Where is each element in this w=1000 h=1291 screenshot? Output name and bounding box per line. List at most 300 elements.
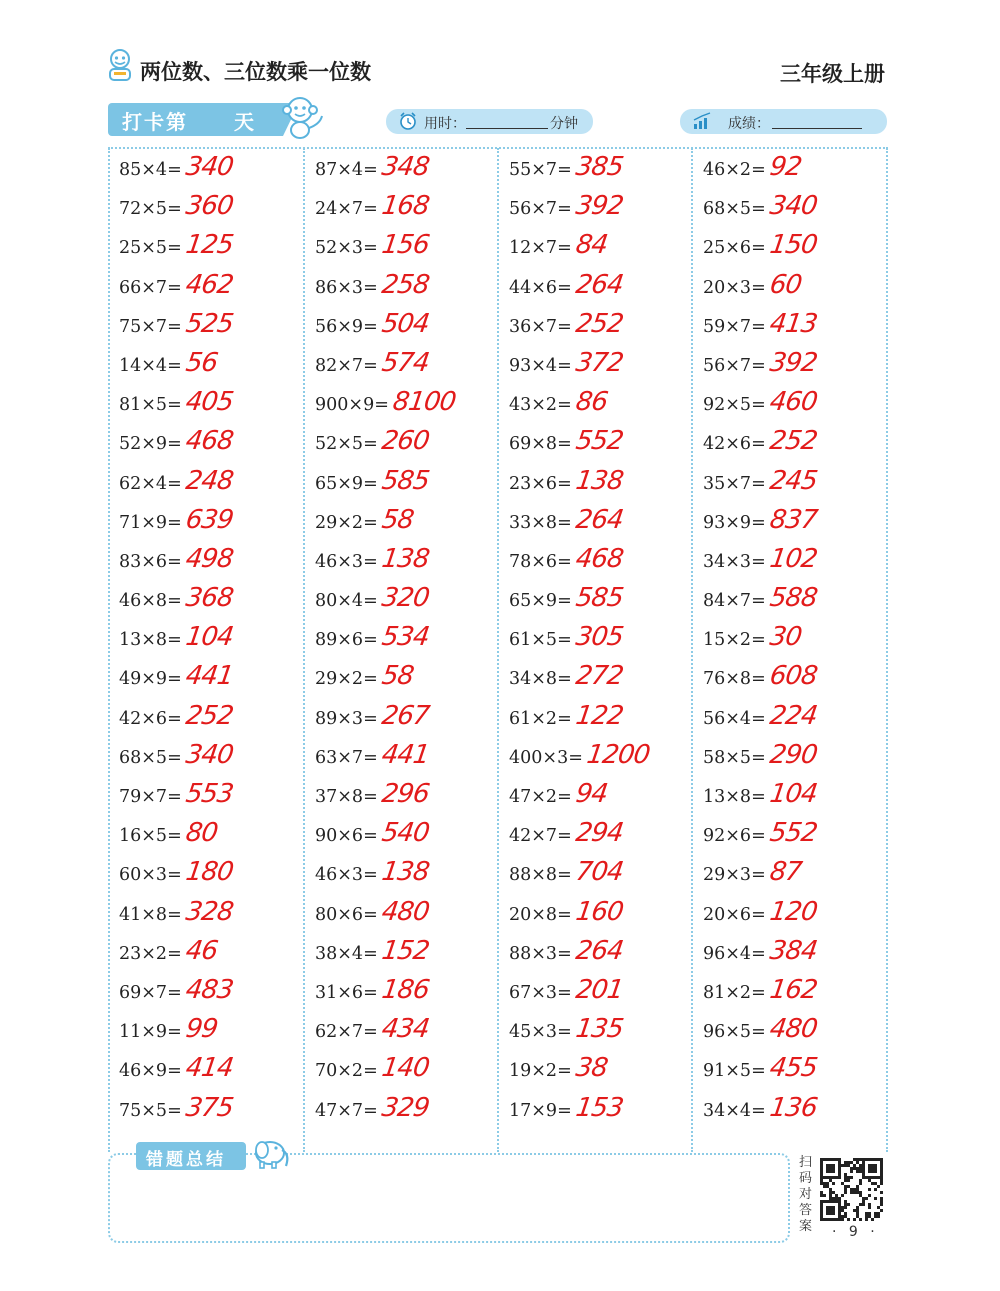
problem-question: 69×8= <box>509 434 572 455</box>
handwritten-answer: 80 <box>183 818 220 849</box>
problem-question: 61×5= <box>509 630 572 651</box>
handwritten-answer: 552 <box>767 818 819 849</box>
problem-row <box>119 973 299 1012</box>
handwritten-answer: 125 <box>183 230 235 261</box>
handwritten-answer: 441 <box>183 661 235 692</box>
elephant-icon <box>246 1136 292 1170</box>
problem-row <box>119 777 299 816</box>
handwritten-answer: 260 <box>379 426 431 457</box>
problem-column-4 <box>703 150 883 1130</box>
problem-question: 62×7= <box>315 1022 378 1043</box>
problem-question: 88×8= <box>509 865 572 886</box>
problem-question: 69×7= <box>119 982 182 1003</box>
problem-row <box>703 699 883 738</box>
problem-row <box>509 542 689 581</box>
handwritten-answer: 156 <box>379 230 431 261</box>
handwritten-answer: 248 <box>183 465 235 496</box>
handwritten-answer: 525 <box>183 308 235 339</box>
handwritten-answer: 340 <box>183 739 235 770</box>
handwritten-answer: 135 <box>573 1014 625 1045</box>
problem-row <box>509 464 689 503</box>
column-divider <box>497 148 499 1152</box>
handwritten-answer: 224 <box>767 700 819 731</box>
problem-question: 12×7= <box>509 238 572 259</box>
handwritten-answer: 92 <box>767 152 804 182</box>
problem-question: 72×5= <box>119 199 182 220</box>
problem-question: 61×2= <box>509 708 572 729</box>
problem-question: 93×9= <box>703 512 766 533</box>
problem-row <box>703 1012 883 1051</box>
problem-row <box>509 816 689 855</box>
handwritten-answer: 837 <box>767 504 819 535</box>
handwritten-answer: 258 <box>379 269 431 300</box>
problem-row <box>703 581 883 620</box>
problem-question: 96×5= <box>703 1022 766 1043</box>
problem-row <box>509 1012 689 1051</box>
handwritten-answer: 245 <box>767 465 819 496</box>
handwritten-answer: 201 <box>573 974 625 1005</box>
problem-row <box>509 659 689 698</box>
problem-question: 75×5= <box>119 1100 182 1121</box>
problem-row <box>315 1091 495 1130</box>
handwritten-answer: 58 <box>379 661 416 692</box>
handwritten-answer: 94 <box>573 779 610 809</box>
problem-row <box>315 464 495 503</box>
problem-question: 52×5= <box>315 434 378 455</box>
problem-question: 29×3= <box>703 865 766 886</box>
column-divider <box>886 148 888 1152</box>
problem-question: 68×5= <box>119 747 182 768</box>
problem-question: 92×5= <box>703 395 766 416</box>
problem-row <box>119 346 299 385</box>
handwritten-answer: 264 <box>573 269 625 300</box>
problem-question: 11×9= <box>119 1022 182 1043</box>
problem-question: 63×7= <box>315 747 378 768</box>
handwritten-answer: 290 <box>767 739 819 770</box>
handwritten-answer: 60 <box>767 269 804 300</box>
problem-question: 400×3= <box>509 747 583 768</box>
handwritten-answer: 180 <box>183 857 235 888</box>
logo-icon <box>104 48 136 82</box>
problem-question: 78×6= <box>509 551 572 572</box>
problem-row <box>315 385 495 424</box>
problem-question: 25×6= <box>703 238 766 259</box>
problem-row <box>315 1012 495 1051</box>
problem-question: 14×4= <box>119 355 182 376</box>
handwritten-answer: 392 <box>573 191 625 222</box>
time-unit: 分钟 <box>550 116 578 132</box>
problem-row <box>119 620 299 659</box>
problem-row <box>703 464 883 503</box>
column-divider <box>691 148 693 1152</box>
time-field[interactable] <box>386 109 593 134</box>
handwritten-answer: 122 <box>573 700 625 731</box>
problem-question: 96×4= <box>703 943 766 964</box>
daka-day-label: 天 <box>234 110 254 134</box>
problem-row <box>119 699 299 738</box>
problem-row <box>703 1051 883 1090</box>
problem-question: 46×8= <box>119 591 182 612</box>
problem-question: 35×7= <box>703 473 766 494</box>
handwritten-answer: 574 <box>379 347 431 378</box>
problem-question: 38×4= <box>315 943 378 964</box>
handwritten-answer: 552 <box>573 426 625 457</box>
problem-row <box>509 307 689 346</box>
handwritten-answer: 639 <box>183 504 235 535</box>
problem-row <box>703 855 883 894</box>
problem-row <box>703 268 883 307</box>
problem-question: 81×2= <box>703 982 766 1003</box>
score-field[interactable] <box>680 109 887 134</box>
problem-question: 900×9= <box>315 395 389 416</box>
problem-row <box>509 699 689 738</box>
problem-question: 56×4= <box>703 708 766 729</box>
problem-row <box>509 268 689 307</box>
handwritten-answer: 585 <box>573 583 625 614</box>
page-number: · 9 · <box>832 1224 879 1240</box>
handwritten-answer: 348 <box>379 152 431 182</box>
handwritten-answer: 384 <box>767 935 819 966</box>
problem-question: 33×8= <box>509 512 572 533</box>
problem-row <box>703 150 883 189</box>
handwritten-answer: 483 <box>183 974 235 1005</box>
problem-question: 84×7= <box>703 591 766 612</box>
handwritten-answer: 553 <box>183 779 235 809</box>
problem-question: 82×7= <box>315 355 378 376</box>
problem-row <box>119 1012 299 1051</box>
problem-row <box>703 777 883 816</box>
handwritten-answer: 252 <box>183 700 235 731</box>
handwritten-answer: 414 <box>183 1053 235 1084</box>
problem-row <box>509 228 689 267</box>
problem-question: 58×5= <box>703 747 766 768</box>
problem-question: 93×4= <box>509 355 572 376</box>
problem-row <box>703 503 883 542</box>
problem-row <box>703 346 883 385</box>
daka-label: 打卡第 <box>122 110 188 134</box>
problem-row <box>703 307 883 346</box>
handwritten-answer: 252 <box>767 426 819 457</box>
problem-question: 59×7= <box>703 316 766 337</box>
problem-row <box>509 581 689 620</box>
scan-instruction: 扫码对答案 <box>799 1155 813 1234</box>
problem-row <box>509 503 689 542</box>
problem-row <box>119 738 299 777</box>
problem-question: 49×9= <box>119 669 182 690</box>
problem-question: 89×6= <box>315 630 378 651</box>
handwritten-answer: 138 <box>379 543 431 574</box>
problem-column-2 <box>315 150 495 1130</box>
handwritten-answer: 46 <box>183 935 220 966</box>
problem-row <box>119 855 299 894</box>
problem-question: 86×3= <box>315 277 378 298</box>
handwritten-answer: 468 <box>573 543 625 574</box>
handwritten-answer: 704 <box>573 857 625 888</box>
problem-question: 46×9= <box>119 1061 182 1082</box>
handwritten-answer: 86 <box>573 387 610 418</box>
problem-question: 92×6= <box>703 826 766 847</box>
problem-question: 17×9= <box>509 1100 572 1121</box>
handwritten-answer: 140 <box>379 1053 431 1084</box>
problem-row <box>509 934 689 973</box>
problem-row <box>509 346 689 385</box>
problem-row <box>509 189 689 228</box>
handwritten-answer: 264 <box>573 504 625 535</box>
problem-question: 42×6= <box>703 434 766 455</box>
time-label: 用时： <box>424 116 466 132</box>
handwritten-answer: 168 <box>379 191 431 222</box>
problem-question: 65×9= <box>315 473 378 494</box>
handwritten-answer: 441 <box>379 739 431 770</box>
handwritten-answer: 405 <box>183 387 235 418</box>
page-title: 两位数、三位数乘一位数 <box>140 60 371 84</box>
problem-row <box>315 307 495 346</box>
problem-question: 44×6= <box>509 277 572 298</box>
problem-row <box>703 659 883 698</box>
problem-question: 46×3= <box>315 865 378 886</box>
handwritten-answer: 136 <box>767 1092 819 1123</box>
mistake-summary-label: 错题总结 <box>146 1150 226 1170</box>
problem-question: 88×3= <box>509 943 572 964</box>
problem-row <box>315 973 495 1012</box>
handwritten-answer: 480 <box>767 1014 819 1045</box>
handwritten-answer: 329 <box>379 1092 431 1123</box>
handwritten-answer: 120 <box>767 896 819 927</box>
problem-question: 46×3= <box>315 551 378 572</box>
handwritten-answer: 368 <box>183 583 235 614</box>
handwritten-answer: 152 <box>379 935 431 966</box>
problem-question: 52×3= <box>315 238 378 259</box>
problem-question: 62×4= <box>119 473 182 494</box>
problem-question: 19×2= <box>509 1061 572 1082</box>
handwritten-answer: 160 <box>573 896 625 927</box>
problem-row <box>119 503 299 542</box>
problem-row <box>509 1091 689 1130</box>
problem-question: 29×2= <box>315 512 378 533</box>
handwritten-answer: 392 <box>767 347 819 378</box>
problem-question: 36×7= <box>509 316 572 337</box>
problem-row <box>509 1051 689 1090</box>
problem-row <box>315 542 495 581</box>
problem-question: 89×3= <box>315 708 378 729</box>
problem-question: 67×3= <box>509 982 572 1003</box>
handwritten-answer: 372 <box>573 347 625 378</box>
handwritten-answer: 104 <box>183 622 235 653</box>
handwritten-answer: 340 <box>183 152 235 182</box>
handwritten-answer: 294 <box>573 818 625 849</box>
time-blank[interactable] <box>466 114 548 129</box>
handwritten-answer: 534 <box>379 622 431 653</box>
problem-row <box>315 228 495 267</box>
handwritten-answer: 252 <box>573 308 625 339</box>
problem-row <box>315 855 495 894</box>
handwritten-answer: 455 <box>767 1053 819 1084</box>
problem-row <box>315 738 495 777</box>
problem-question: 76×8= <box>703 669 766 690</box>
problem-row <box>119 934 299 973</box>
problem-question: 80×4= <box>315 591 378 612</box>
problem-row <box>119 307 299 346</box>
handwritten-answer: 434 <box>379 1014 431 1045</box>
problem-question: 45×3= <box>509 1022 572 1043</box>
problem-row <box>119 150 299 189</box>
problem-question: 31×6= <box>315 982 378 1003</box>
problem-question: 29×2= <box>315 669 378 690</box>
handwritten-answer: 328 <box>183 896 235 927</box>
problem-row <box>119 581 299 620</box>
problem-row <box>119 1051 299 1090</box>
problem-question: 70×2= <box>315 1061 378 1082</box>
handwritten-answer: 272 <box>573 661 625 692</box>
problem-question: 81×5= <box>119 395 182 416</box>
problem-question: 34×3= <box>703 551 766 572</box>
problem-row <box>703 1091 883 1130</box>
grade-label: 三年级上册 <box>780 62 885 86</box>
handwritten-answer: 375 <box>183 1092 235 1123</box>
problem-question: 34×4= <box>703 1100 766 1121</box>
handwritten-answer: 87 <box>767 857 804 888</box>
problem-row <box>315 503 495 542</box>
problem-question: 56×7= <box>509 199 572 220</box>
handwritten-answer: 153 <box>573 1092 625 1123</box>
problem-question: 83×6= <box>119 551 182 572</box>
handwritten-answer: 267 <box>379 700 431 731</box>
problem-row <box>509 855 689 894</box>
handwritten-answer: 162 <box>767 974 819 1005</box>
problem-question: 91×5= <box>703 1061 766 1082</box>
problem-row <box>119 1091 299 1130</box>
problem-question: 23×2= <box>119 943 182 964</box>
problem-question: 43×2= <box>509 395 572 416</box>
problem-row <box>119 385 299 424</box>
score-blank[interactable] <box>772 114 862 129</box>
handwritten-answer: 1200 <box>584 739 652 770</box>
problem-row <box>315 777 495 816</box>
score-label: 成绩： <box>728 116 770 132</box>
problem-row <box>119 542 299 581</box>
problem-column-3 <box>509 150 689 1130</box>
qr-code-icon[interactable] <box>818 1156 888 1222</box>
problem-question: 46×2= <box>703 160 766 180</box>
problem-question: 60×3= <box>119 865 182 886</box>
problem-row <box>315 150 495 189</box>
problem-row <box>315 268 495 307</box>
problem-row <box>509 895 689 934</box>
problem-row <box>509 424 689 463</box>
problem-row <box>703 895 883 934</box>
problem-question: 37×8= <box>315 787 378 807</box>
problem-row <box>509 973 689 1012</box>
problem-row <box>119 816 299 855</box>
problem-question: 65×9= <box>509 591 572 612</box>
problem-row <box>119 464 299 503</box>
handwritten-answer: 468 <box>183 426 235 457</box>
handwritten-answer: 540 <box>379 818 431 849</box>
problem-row <box>315 659 495 698</box>
problem-question: 87×4= <box>315 160 378 180</box>
handwritten-answer: 186 <box>379 974 431 1005</box>
daka-tab <box>108 103 283 136</box>
handwritten-answer: 264 <box>573 935 625 966</box>
problem-row <box>119 424 299 463</box>
problem-row <box>703 542 883 581</box>
problem-row <box>509 738 689 777</box>
problem-question: 80×6= <box>315 904 378 925</box>
problem-question: 20×3= <box>703 277 766 298</box>
problem-question: 90×6= <box>315 826 378 847</box>
problem-row <box>509 777 689 816</box>
chart-icon <box>692 112 714 131</box>
problem-question: 85×4= <box>119 160 182 180</box>
problem-row <box>315 189 495 228</box>
handwritten-answer: 138 <box>379 857 431 888</box>
problem-row <box>119 659 299 698</box>
handwritten-answer: 104 <box>767 779 819 809</box>
handwritten-answer: 385 <box>573 152 625 182</box>
problem-row <box>119 268 299 307</box>
handwritten-answer: 460 <box>767 387 819 418</box>
handwritten-answer: 305 <box>573 622 625 653</box>
problem-question: 71×9= <box>119 512 182 533</box>
handwritten-answer: 56 <box>183 347 220 378</box>
problem-row <box>315 1051 495 1090</box>
problem-row <box>315 934 495 973</box>
problem-row <box>315 895 495 934</box>
problem-question: 42×7= <box>509 826 572 847</box>
problem-question: 47×7= <box>315 1100 378 1121</box>
problem-row <box>315 620 495 659</box>
handwritten-answer: 102 <box>767 543 819 574</box>
problem-row <box>703 816 883 855</box>
problem-row <box>119 228 299 267</box>
handwritten-answer: 462 <box>183 269 235 300</box>
problem-row <box>315 581 495 620</box>
handwritten-answer: 588 <box>767 583 819 614</box>
handwritten-answer: 84 <box>573 230 610 261</box>
problem-question: 13×8= <box>703 787 766 807</box>
handwritten-answer: 360 <box>183 191 235 222</box>
problem-question: 13×8= <box>119 630 182 651</box>
problem-question: 56×9= <box>315 316 378 337</box>
problem-question: 34×8= <box>509 669 572 690</box>
problem-question: 23×6= <box>509 473 572 494</box>
problem-row <box>509 385 689 424</box>
mistake-summary-tab <box>136 1142 246 1170</box>
column-divider <box>303 148 305 1152</box>
problem-question: 41×8= <box>119 904 182 925</box>
problem-question: 68×5= <box>703 199 766 220</box>
problem-question: 20×8= <box>509 904 572 925</box>
monkey-icon <box>278 94 326 140</box>
problem-row <box>119 189 299 228</box>
problem-question: 25×5= <box>119 238 182 259</box>
handwritten-answer: 58 <box>379 504 416 535</box>
problem-question: 24×7= <box>315 199 378 220</box>
problem-question: 66×7= <box>119 277 182 298</box>
handwritten-answer: 296 <box>379 779 431 809</box>
problem-row <box>315 424 495 463</box>
problem-row <box>703 385 883 424</box>
handwritten-answer: 480 <box>379 896 431 927</box>
problem-question: 15×2= <box>703 630 766 651</box>
problem-row <box>119 895 299 934</box>
clock-icon <box>398 112 418 131</box>
handwritten-answer: 38 <box>573 1053 610 1084</box>
problem-question: 52×9= <box>119 434 182 455</box>
handwritten-answer: 30 <box>767 622 804 653</box>
problem-row <box>509 150 689 189</box>
problem-question: 55×7= <box>509 160 572 180</box>
